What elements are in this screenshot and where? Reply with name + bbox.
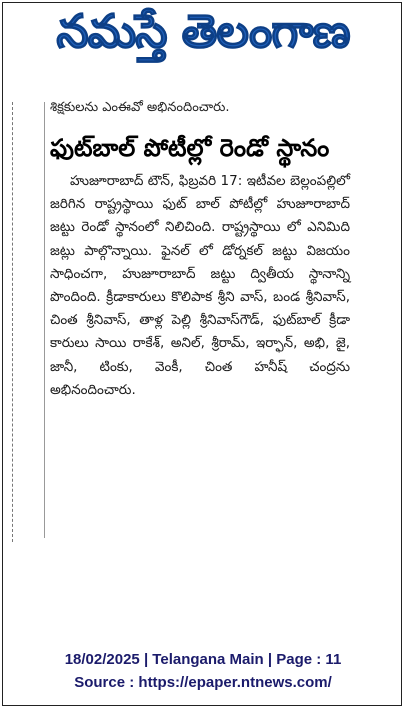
clipping-footer — [0, 648, 406, 694]
footer-source: Source : https://epaper.ntnews.com/ — [74, 674, 332, 691]
article-paragraph: హుజూరాబాద్ టౌన్, ఫిబ్రవరి 17: ఇటీవల బెల్లంపల్లిలో జరిగిన రాష్ట్రస్థాయి ఫుట్ బాల్ పోటీల్లో హుజూరాబాద్ జట్టు రెండో స్థానంలో నిలిచింది. రాష్ట్రస్థాయి లో ఎనిమిది జట్లు పాల్గొన్నాయి. ఫైనల్ లో డోర్నకల్ జట్టు విజయం సాధించగా, హుజూరాబాద్ జట్టు ద్వితీయ స్థానాన్ని పొందింది. క్రీడాకారులు కొలిపాక శ్రీని వాస్, బండ శ్రీనివాస్, చింత శ్రీనివాస్, తాళ్ల పెల్లి శ్రీనివాస్‌గౌడ్, ఫుట్‌బాల్ క్రీడా కారులు సాయి రాకేశ్, అనిల్, శ్రీరామ్, ఇర్ఫాన్, అభి, జై, జానీ, టింకు, వెంకీ, చింత హనీష్ చంద్రను అభినందించారు. — [50, 173, 350, 398]
article-body — [50, 170, 350, 402]
news-article — [50, 98, 350, 402]
column-divider — [12, 102, 13, 542]
masthead-title: నమస్తే తెలంగాణ — [56, 4, 350, 58]
newspaper-masthead — [8, 6, 398, 68]
article-headline: ఫుట్‌బాల్ పోటీల్లో రెండో స్థానం — [50, 134, 330, 162]
footer-date-edition: 18/02/2025 | Telangana Main | Page : 11 — [64, 651, 342, 668]
previous-article-tail: శిక్షకులను ఎంఈవో అభినందించారు. — [50, 100, 230, 115]
article-left-rule — [44, 102, 45, 538]
